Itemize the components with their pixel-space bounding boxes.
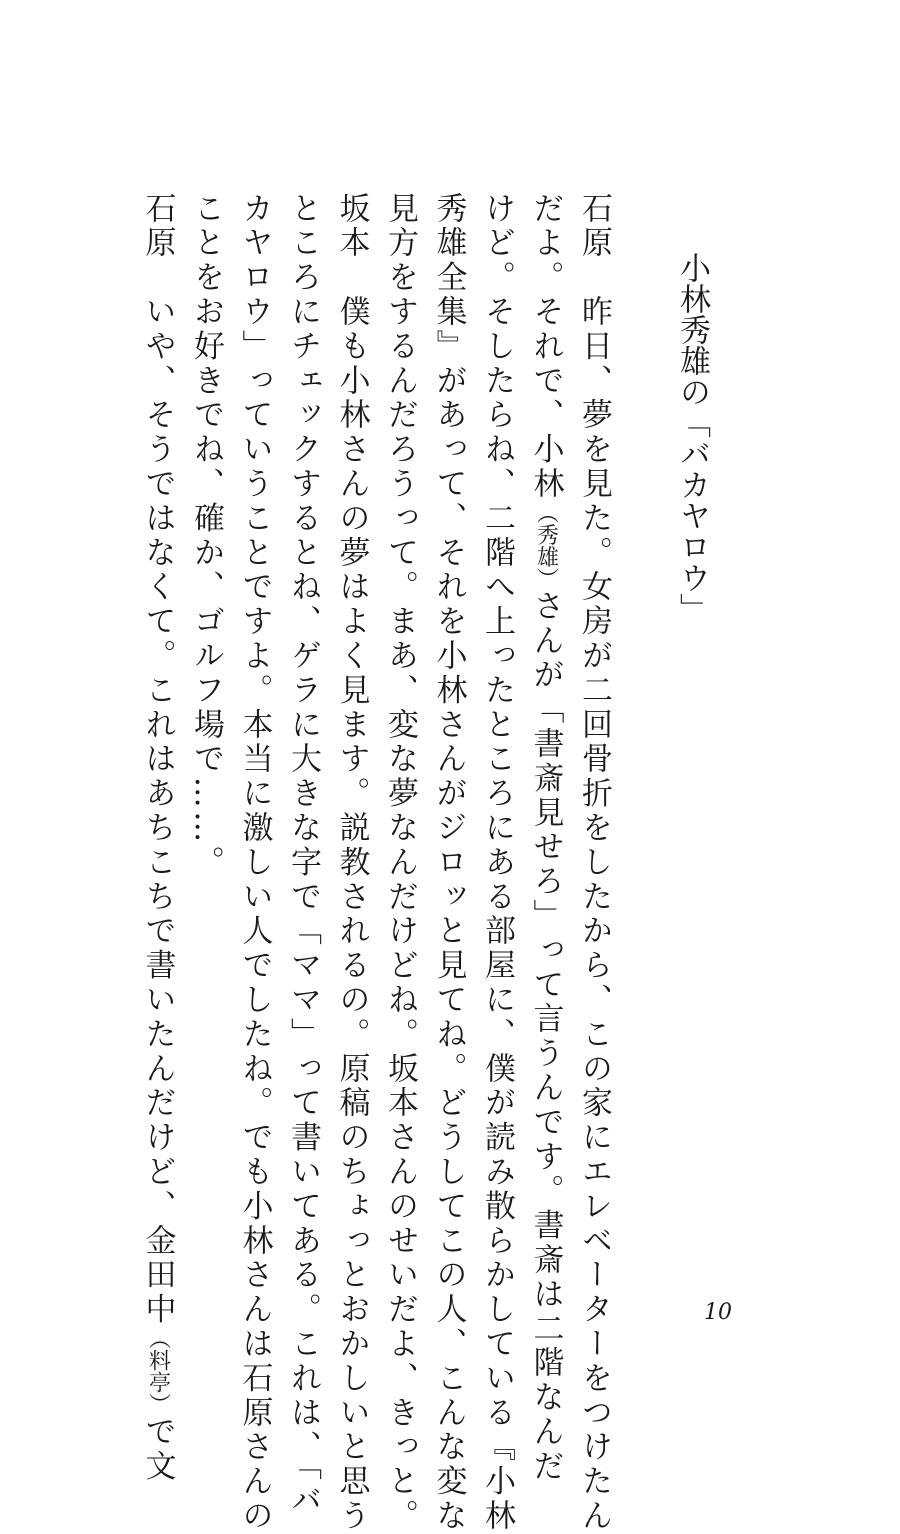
chapter-title: 小林秀雄の「バカヤロウ」: [674, 252, 710, 624]
text-line-9: ことをお好きでね、確か、ゴルフ場で……。: [188, 192, 224, 880]
text-line-2: だよ。それで、小林（秀雄）さんが「書斎見せろ」って言うんです。書斎は二階なんだ: [527, 192, 564, 1485]
dialogue-body: [134, 192, 618, 1534]
text-line-4: 秀雄全集』があって、それを小林さんがジロッと見てね。どうしてこの人、こんな変な: [430, 192, 467, 1534]
text-line-1: 石原 昨日、夢を見た。女房が二回骨折をしたから、この家にエレベーターをつけたん: [576, 192, 612, 1534]
annotation-paren: （料亭）: [145, 1327, 171, 1416]
page-number: 10: [704, 1300, 732, 1325]
text-line-5: 見方をするんだろうって。まあ、変な夢なんだけどね。坂本さんのせいだよ、きっと。: [382, 192, 418, 1534]
text-line-3: けど。そしたらね、二階へ上ったところにある部屋に、僕が読み散らかしている『小林: [479, 192, 515, 1534]
text-line-8: カヤロウ」っていうことですよ。本当に激しい人でしたね。でも小林さんは石原さんの: [236, 192, 273, 1534]
text-line-10: 石原 いや、そうではなくて。これはあちこちで書いたんだけど、金田中（料亭）で文: [139, 192, 176, 1485]
annotation-paren: （秀雄）: [533, 501, 559, 590]
text-line-6: 坂本 僕も小林さんの夢はよく見ます。説教されるの。原稿のちょっとおかしいと思う: [333, 192, 370, 1534]
text-line-7: ところにチェックするとね、ゲラに大きな字で「ママ」って書いてある。これは、「バ: [285, 192, 321, 1519]
